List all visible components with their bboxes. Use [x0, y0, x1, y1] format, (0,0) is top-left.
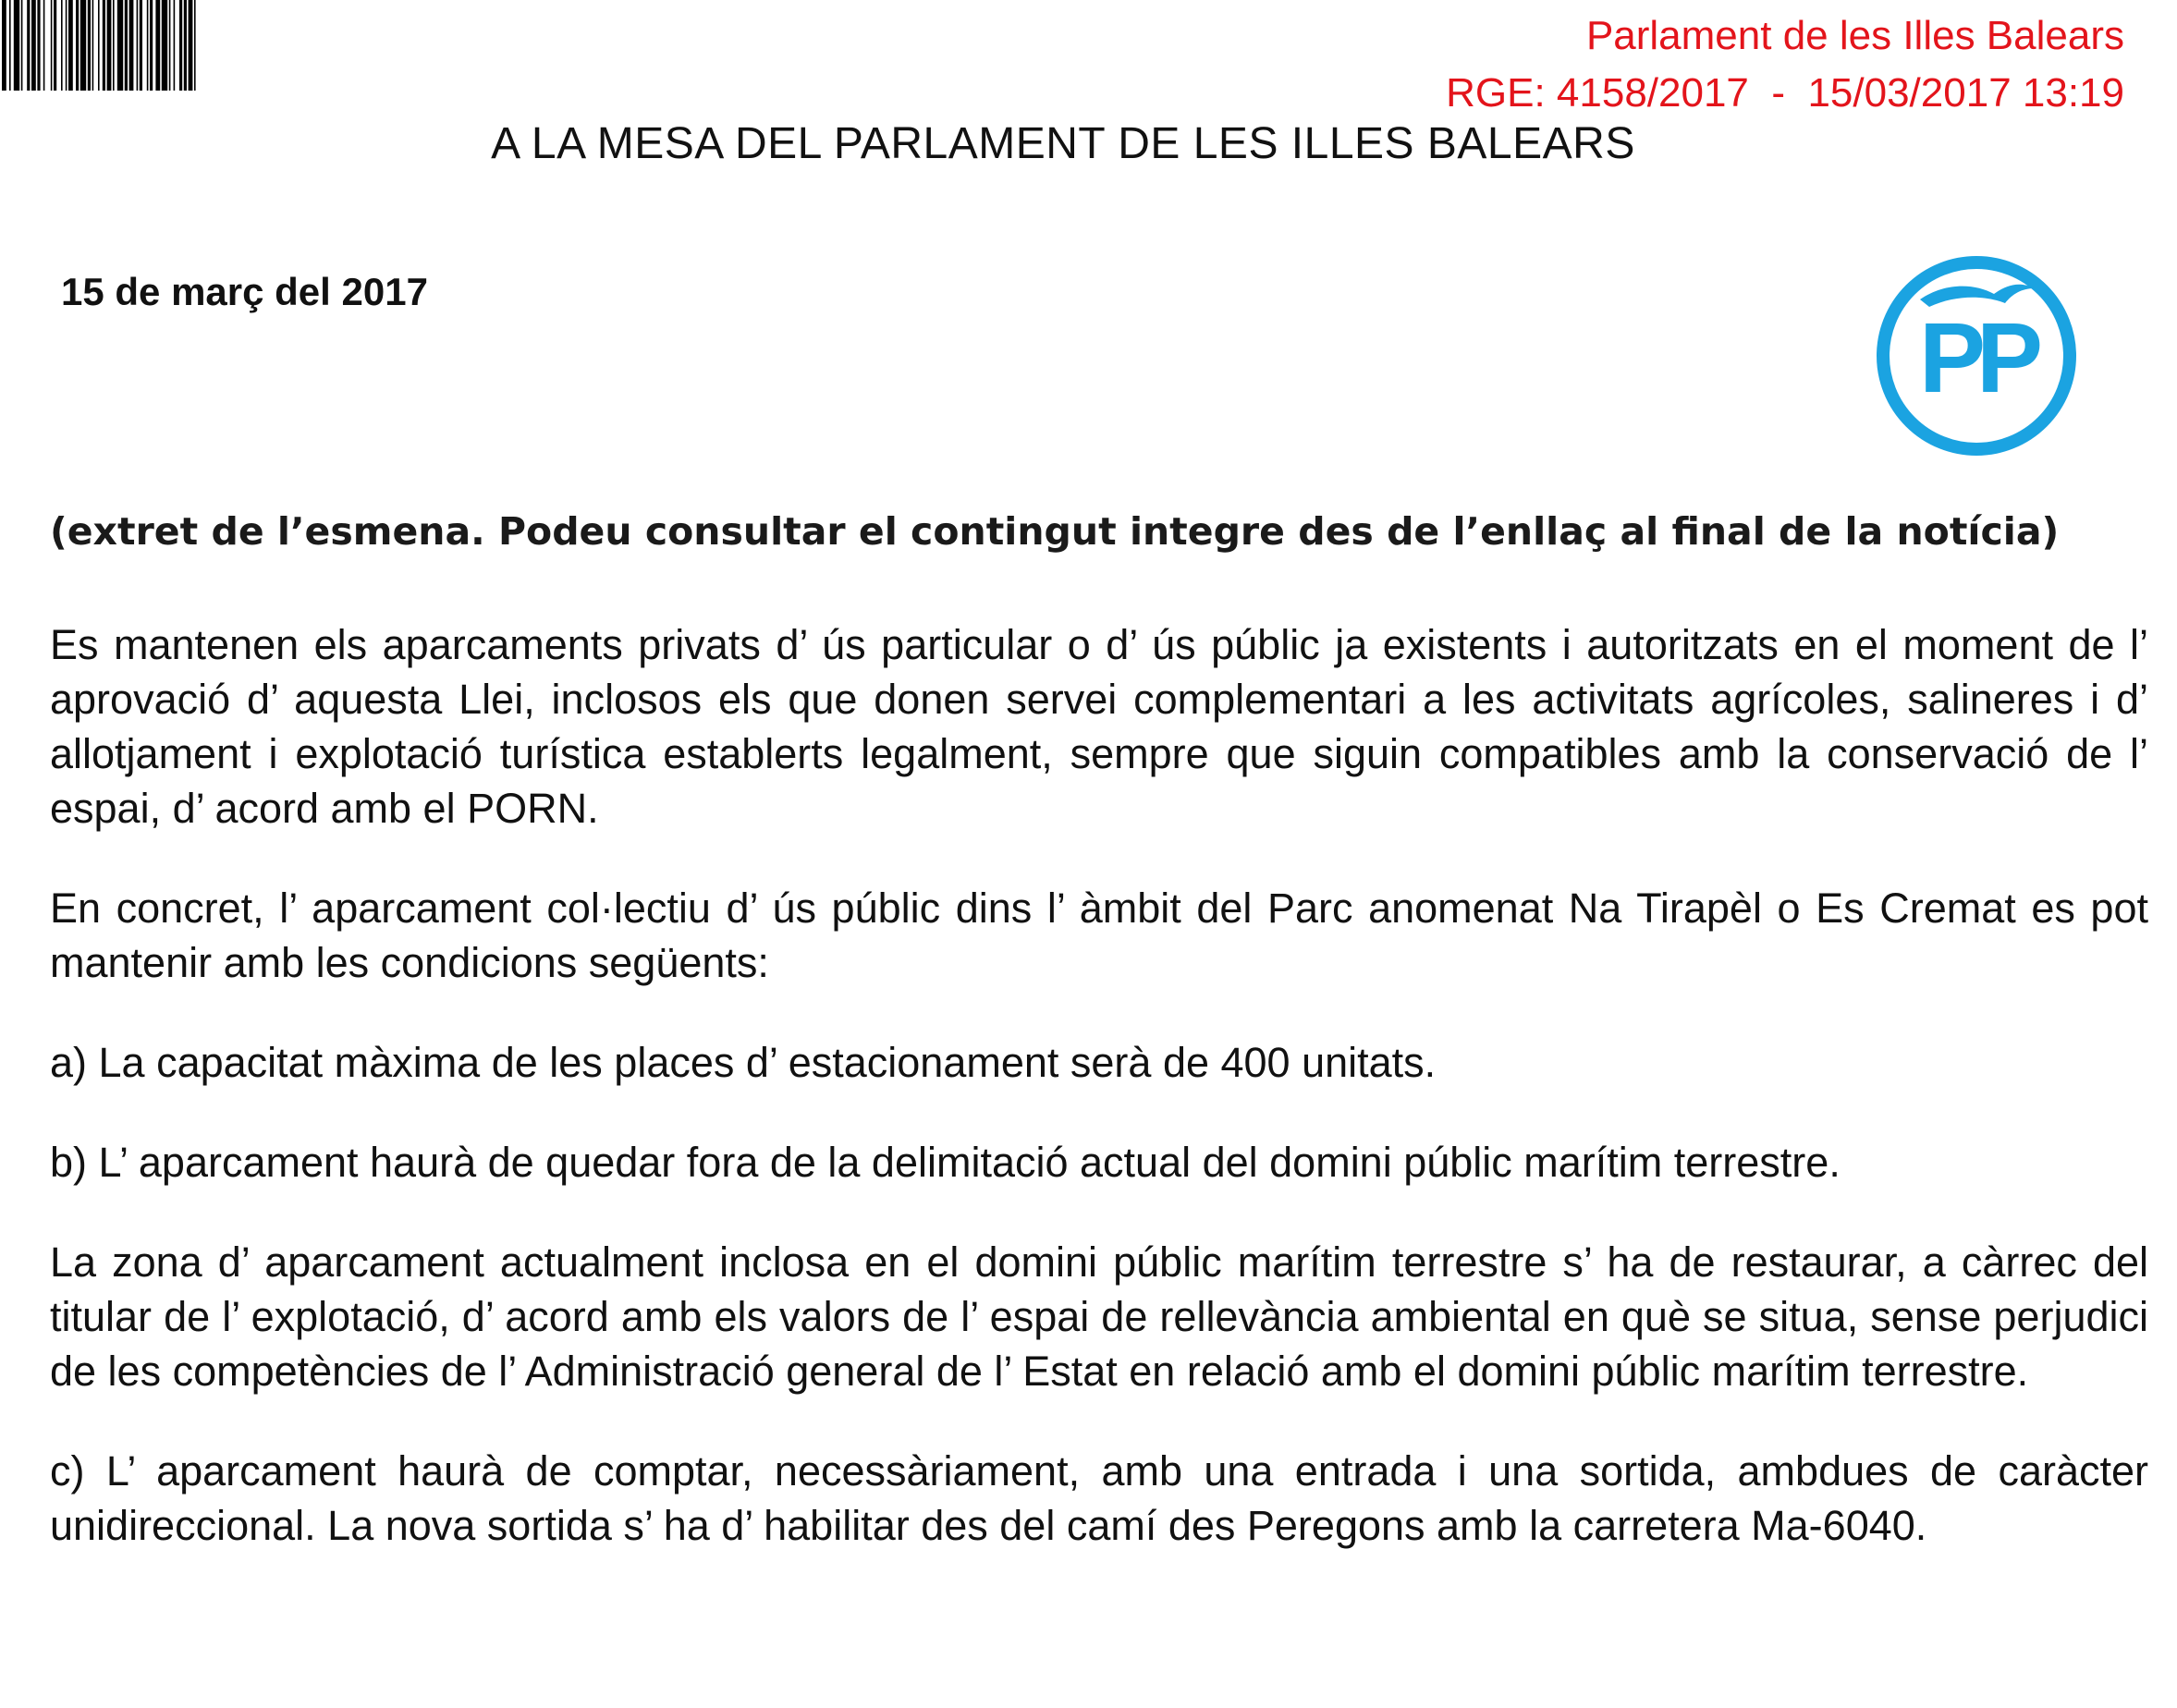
- stamp-institution: Parlament de les Illes Balears: [1585, 13, 2124, 58]
- extract-note: (extret de l’esmena. Podeu consultar el contingut integre des de l’enllaç al final de la notícia): [50, 509, 2060, 554]
- barcode-bar: [162, 0, 167, 91]
- barcode-bar: [147, 0, 149, 91]
- amendment-body: [50, 617, 2148, 1598]
- condition-b: b) L’ aparcament haurà de quedar fora de la delimitació actual del domini públic marítim terrestre.: [50, 1139, 1841, 1186]
- barcode-bar: [103, 0, 105, 91]
- barcode-bar: [14, 0, 19, 91]
- barcode-bar: [37, 0, 40, 91]
- barcode-bar: [117, 0, 123, 91]
- barcode-bar: [125, 0, 128, 91]
- barcode-bar: [31, 0, 36, 91]
- barcode-bar: [51, 0, 53, 91]
- barcode-bar: [140, 0, 142, 91]
- barcode-bar: [61, 0, 63, 91]
- barcode-bar: [9, 0, 11, 91]
- barcode-bar: [76, 0, 79, 91]
- stamp-registry-number: RGE: 4158/2017 - 15/03/2017 13:19: [1446, 70, 2124, 116]
- barcode-bar: [80, 0, 86, 91]
- logo-letters: PP: [1918, 301, 2035, 413]
- barcode-bar: [43, 0, 45, 91]
- registry-barcode: [0, 0, 384, 92]
- condition-c: c) L’ aparcament haurà de comptar, necessàriament, amb una entrada i una sortida, ambdues de caràcter unidireccional. La nova sortida s’ ha d’ habilitar des del camí des Peregons amb la carretera Ma-6040.: [50, 1447, 2148, 1549]
- barcode-bar: [107, 0, 112, 91]
- barcode-bar: [98, 0, 100, 91]
- barcode-bar: [179, 0, 182, 91]
- barcode-bar: [27, 0, 30, 91]
- barcode-bar: [88, 0, 91, 91]
- barcode-bar: [54, 0, 56, 91]
- barcode-bar: [174, 0, 176, 91]
- barcode-bar: [184, 0, 187, 91]
- document-heading: A LA MESA DEL PARLAMENT DE LES ILLES BALEARS: [491, 119, 1635, 168]
- paragraph-restoration: La zona d’ aparcament actualment inclosa en el domini públic marítim terrestre s’ ha de restaurar, a càrrec del titular de l’ explotació, d’ acord amb els valors de l’ espai de rellevància ambiental en què se situa, sense perjudici de les competències de l’ Administració general de l’ Estat en relació amb el domini públic marítim terrestre.: [50, 1238, 2148, 1395]
- condition-a: a) La capacitat màxima de les places d’ estacionament serà de 400 unitats.: [50, 1039, 1437, 1086]
- barcode-bar: [2, 0, 6, 91]
- barcode-bar: [155, 0, 160, 91]
- barcode-bar: [189, 0, 193, 91]
- barcode-bar: [137, 0, 139, 91]
- barcode-bar: [92, 0, 94, 91]
- barcode-bar: [150, 0, 153, 91]
- paragraph-na-tirapel: En concret, l’ aparcament col·lectiu d’ ús públic dins l’ àmbit del Parc anomenat Na Tirapèl o Es Cremat es pot mantenir amb les condicions següents:: [50, 884, 2148, 986]
- barcode-bar: [129, 0, 134, 91]
- document-date: 15 de març del 2017: [61, 270, 428, 313]
- registry-stamp: [1446, 7, 2124, 122]
- barcode-bar: [194, 0, 196, 91]
- barcode-bar: [169, 0, 171, 91]
- pp-party-logo: [1872, 251, 2081, 460]
- paragraph-existing-parking: Es mantenen els aparcaments privats d’ ús particular o d’ ús públic ja existents i autoritzats en el moment de l’ aprovació d’ aquesta Llei, inclosos els que donen servei complementari a les activitats agrícoles, salineres i d’ allotjament i explotació turística establerts legalment, sempre que siguin compatibles amb la conservació de l’ espai, d’ acord amb el PORN.: [50, 621, 2148, 832]
- barcode-bar: [113, 0, 115, 91]
- barcode-bar: [66, 0, 67, 91]
- barcode-bar: [21, 0, 23, 91]
- barcode-bar: [68, 0, 73, 91]
